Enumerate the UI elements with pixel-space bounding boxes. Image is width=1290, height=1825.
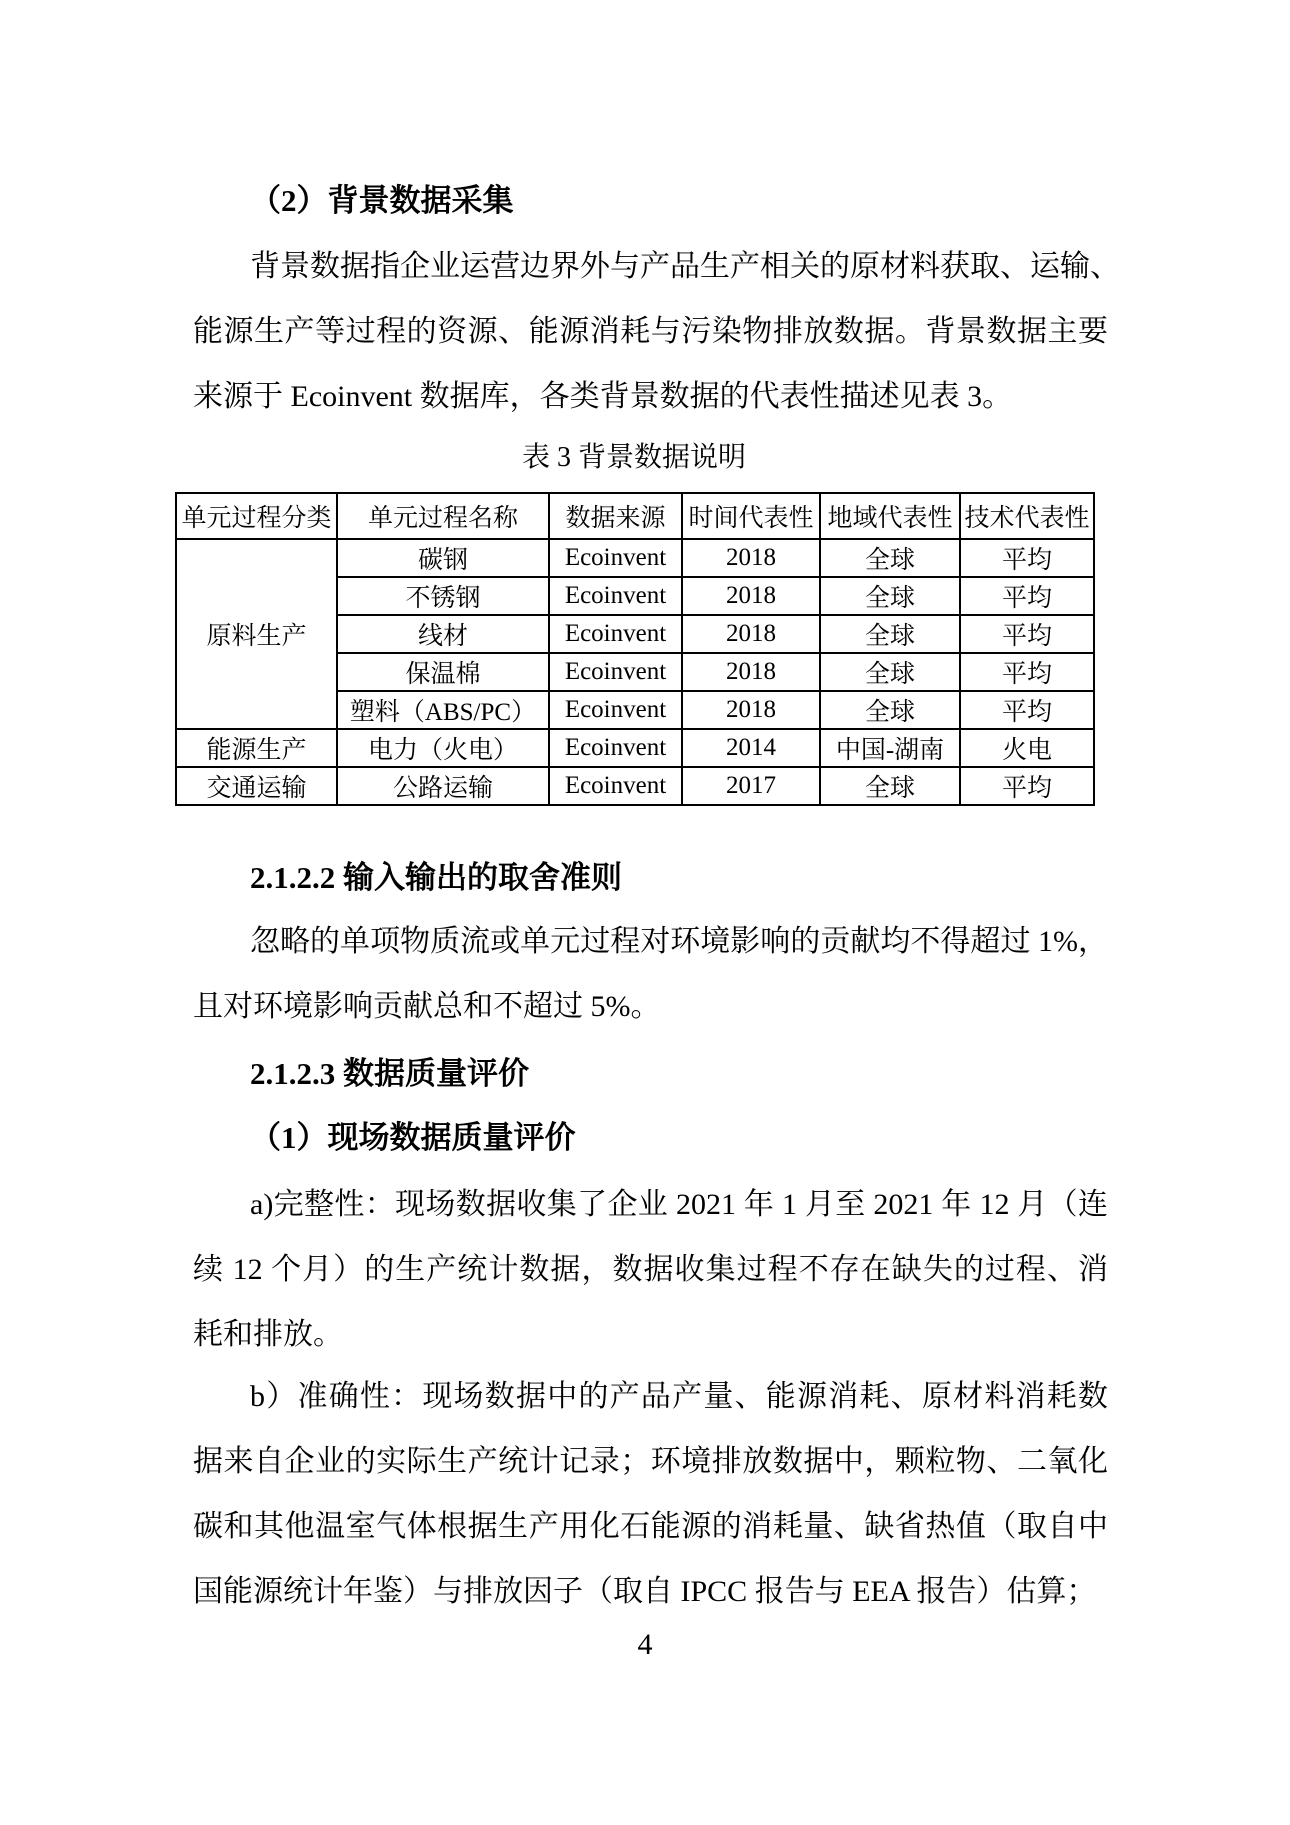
table-row: [176, 767, 1094, 805]
table-cell: 2018: [682, 577, 820, 615]
table-cell: 平均: [960, 691, 1094, 729]
paragraph-background-data: [193, 234, 1120, 429]
paragraph-line: 据来自企业的实际生产统计记录；环境排放数据中，颗粒物、二氧化: [193, 1445, 1108, 1478]
table-cell: Ecoinvent: [549, 577, 682, 615]
table-cell: 平均: [960, 767, 1094, 805]
table-cell: 2017: [682, 767, 820, 805]
table-cell: 平均: [960, 539, 1094, 577]
table-cell: 2018: [682, 539, 820, 577]
table-cell: 碳钢: [337, 539, 549, 577]
table-caption: 表 3 背景数据说明: [521, 442, 746, 473]
table-cell: 全球: [820, 691, 960, 729]
table-cell: 全球: [820, 767, 960, 805]
paragraph-accuracy: [193, 1364, 1108, 1624]
paragraph-line: 碳和其他温室气体根据生产用化石能源的消耗量、缺省热值（取自中: [193, 1510, 1108, 1543]
table-cell: 电力（火电）: [337, 729, 549, 767]
paragraph-line: b）准确性：现场数据中的产品产量、能源消耗、原材料消耗数: [250, 1380, 1108, 1413]
section-heading-data-quality: 2.1.2.3 数据质量评价: [250, 1056, 529, 1091]
table-cell-group-energy: 能源生产: [176, 729, 337, 767]
table-cell: Ecoinvent: [549, 653, 682, 691]
table-header-cell: 技术代表性: [960, 493, 1094, 539]
section-heading-cutoff-rules: 2.1.2.2 输入输出的取舍准则: [250, 860, 622, 895]
table-cell: 2018: [682, 691, 820, 729]
table-header-cell: 地域代表性: [820, 493, 960, 539]
paragraph-line: 续 12 个月）的生产统计数据，数据收集过程不存在缺失的过程、消: [193, 1253, 1108, 1286]
table-row: [176, 539, 1094, 577]
table-cell: Ecoinvent: [549, 729, 682, 767]
section-heading-background-data: （2）背景数据采集: [250, 183, 514, 218]
table-cell: Ecoinvent: [549, 539, 682, 577]
table-cell: 全球: [820, 615, 960, 653]
table-cell: 线材: [337, 615, 549, 653]
table-cell: 平均: [960, 653, 1094, 691]
paragraph-completeness: [193, 1172, 1108, 1367]
table-cell: 全球: [820, 577, 960, 615]
table-header-cell: 单元过程分类: [176, 493, 337, 539]
table-cell: 公路运输: [337, 767, 549, 805]
table-cell: Ecoinvent: [549, 691, 682, 729]
table-cell: 平均: [960, 577, 1094, 615]
background-data-table: [175, 492, 1095, 806]
table-cell: 全球: [820, 539, 960, 577]
paragraph-line: 来源于 Ecoinvent 数据库，各类背景数据的代表性描述见表 3。: [193, 380, 1013, 413]
table-cell: 2014: [682, 729, 820, 767]
table-header-cell: 数据来源: [549, 493, 682, 539]
table-cell-group-transport: 交通运输: [176, 767, 337, 805]
table-header-cell: 时间代表性: [682, 493, 820, 539]
table-cell: Ecoinvent: [549, 615, 682, 653]
paragraph-cutoff-rules: [193, 909, 1108, 1039]
paragraph-line: a)完整性：现场数据收集了企业 2021 年 1 月至 2021 年 12 月（连: [250, 1188, 1108, 1221]
paragraph-line: 耗和排放。: [193, 1318, 343, 1351]
table-cell: Ecoinvent: [549, 767, 682, 805]
table-cell: 平均: [960, 615, 1094, 653]
paragraph-line: 国能源统计年鉴）与排放因子（取自 IPCC 报告与 EEA 报告）估算；: [193, 1575, 1097, 1608]
table-cell: 塑料（ABS/PC）: [337, 691, 549, 729]
table-cell-group-raw: 原料生产: [176, 539, 337, 729]
table-header-cell: 单元过程名称: [337, 493, 549, 539]
paragraph-line: 且对环境影响贡献总和不超过 5%。: [193, 990, 661, 1023]
paragraph-line: 忽略的单项物质流或单元过程对环境影响的贡献均不得超过 1%，: [250, 925, 1108, 958]
table-cell: 2018: [682, 653, 820, 691]
table-cell: 不锈钢: [337, 577, 549, 615]
table-header-row: [176, 493, 1094, 539]
table-cell: 火电: [960, 729, 1094, 767]
table-cell: 保温棉: [337, 653, 549, 691]
section-heading-field-data-quality: （1）现场数据质量评价: [250, 1120, 576, 1155]
page-number: 4: [637, 1628, 653, 1661]
table-row: [176, 729, 1094, 767]
table-cell: 中国-湖南: [820, 729, 960, 767]
table-cell: 2018: [682, 615, 820, 653]
paragraph-line: 能源生产等过程的资源、能源消耗与污染物排放数据。背景数据主要: [193, 315, 1108, 348]
paragraph-line: 背景数据指企业运营边界外与产品生产相关的原材料获取、运输、: [250, 250, 1120, 283]
table-cell: 全球: [820, 653, 960, 691]
